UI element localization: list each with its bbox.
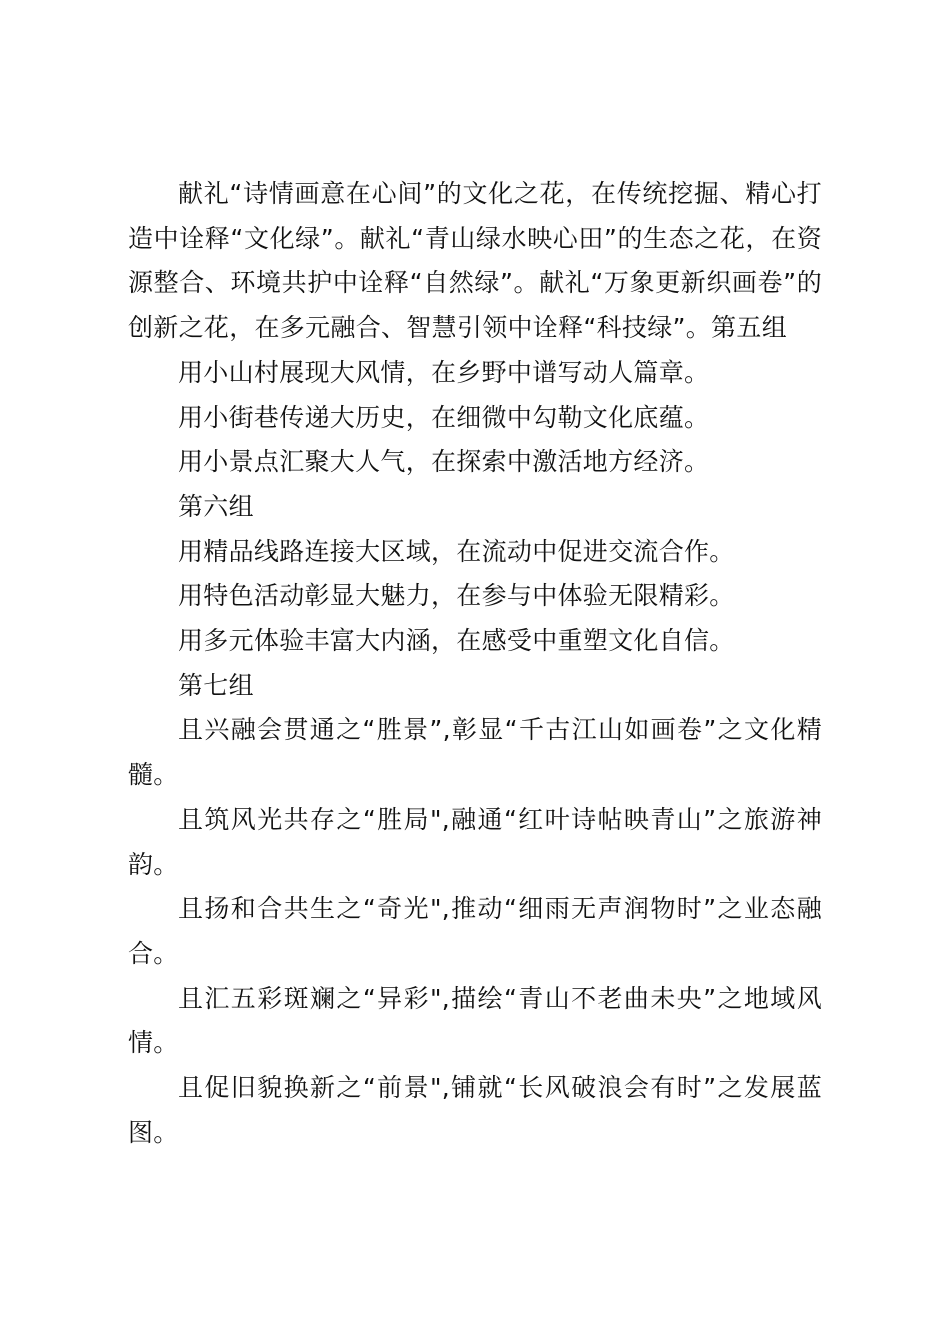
group-six-heading: 第六组 [178, 491, 254, 521]
paragraph-experience: 用多元体验丰富大内涵，在感受中重塑文化自信。 [178, 626, 735, 656]
paragraph-colors: 且汇五彩斑斓之“异彩",描绘“青山不老曲未央”之地域风情。 [128, 983, 822, 1058]
paragraph-scenic-spot: 用小景点汇聚大人气，在探索中激活地方经济。 [178, 447, 710, 477]
group-seven-heading: 第七组 [178, 670, 254, 700]
paragraph-scenery: 且兴融会贯通之“胜景”,彰显“千古江山如画卷”之文化精髓。 [128, 715, 822, 790]
document-body [128, 172, 822, 1155]
paragraph-harmony: 且扬和合共生之“奇光",推动“细雨无声润物时”之业态融合。 [128, 894, 822, 968]
paragraph-alley: 用小街巷传递大历史，在细微中勾勒文化底蕴。 [178, 402, 710, 432]
paragraph-intro: 献礼“诗情画意在心间”的文化之花，在传统挖掘、精心打造中诠释“文化绿”。献礼“青山绿水映心田”的生态之花，在资源整合、环境共护中诠释“自然绿”。献礼“万象更新织画卷”的创新之花，在多元融合、智慧引领中诠释“科技绿”。第五组 [128, 179, 822, 343]
paragraph-village: 用小山村展现大风情，在乡野中谱写动人篇章。 [178, 357, 710, 387]
paragraph-landscape: 且筑风光共存之“胜局",融通“红叶诗帖映青山”之旅游神韵。 [128, 804, 822, 879]
paragraph-routes: 用精品线路连接大区域，在流动中促进交流合作。 [178, 536, 735, 566]
paragraph-activities: 用特色活动彰显大魅力，在参与中体验无限精彩。 [178, 581, 735, 611]
paragraph-prospects: 且促旧貌换新之“前景",铺就“长风破浪会有时”之发展蓝图。 [128, 1073, 822, 1147]
